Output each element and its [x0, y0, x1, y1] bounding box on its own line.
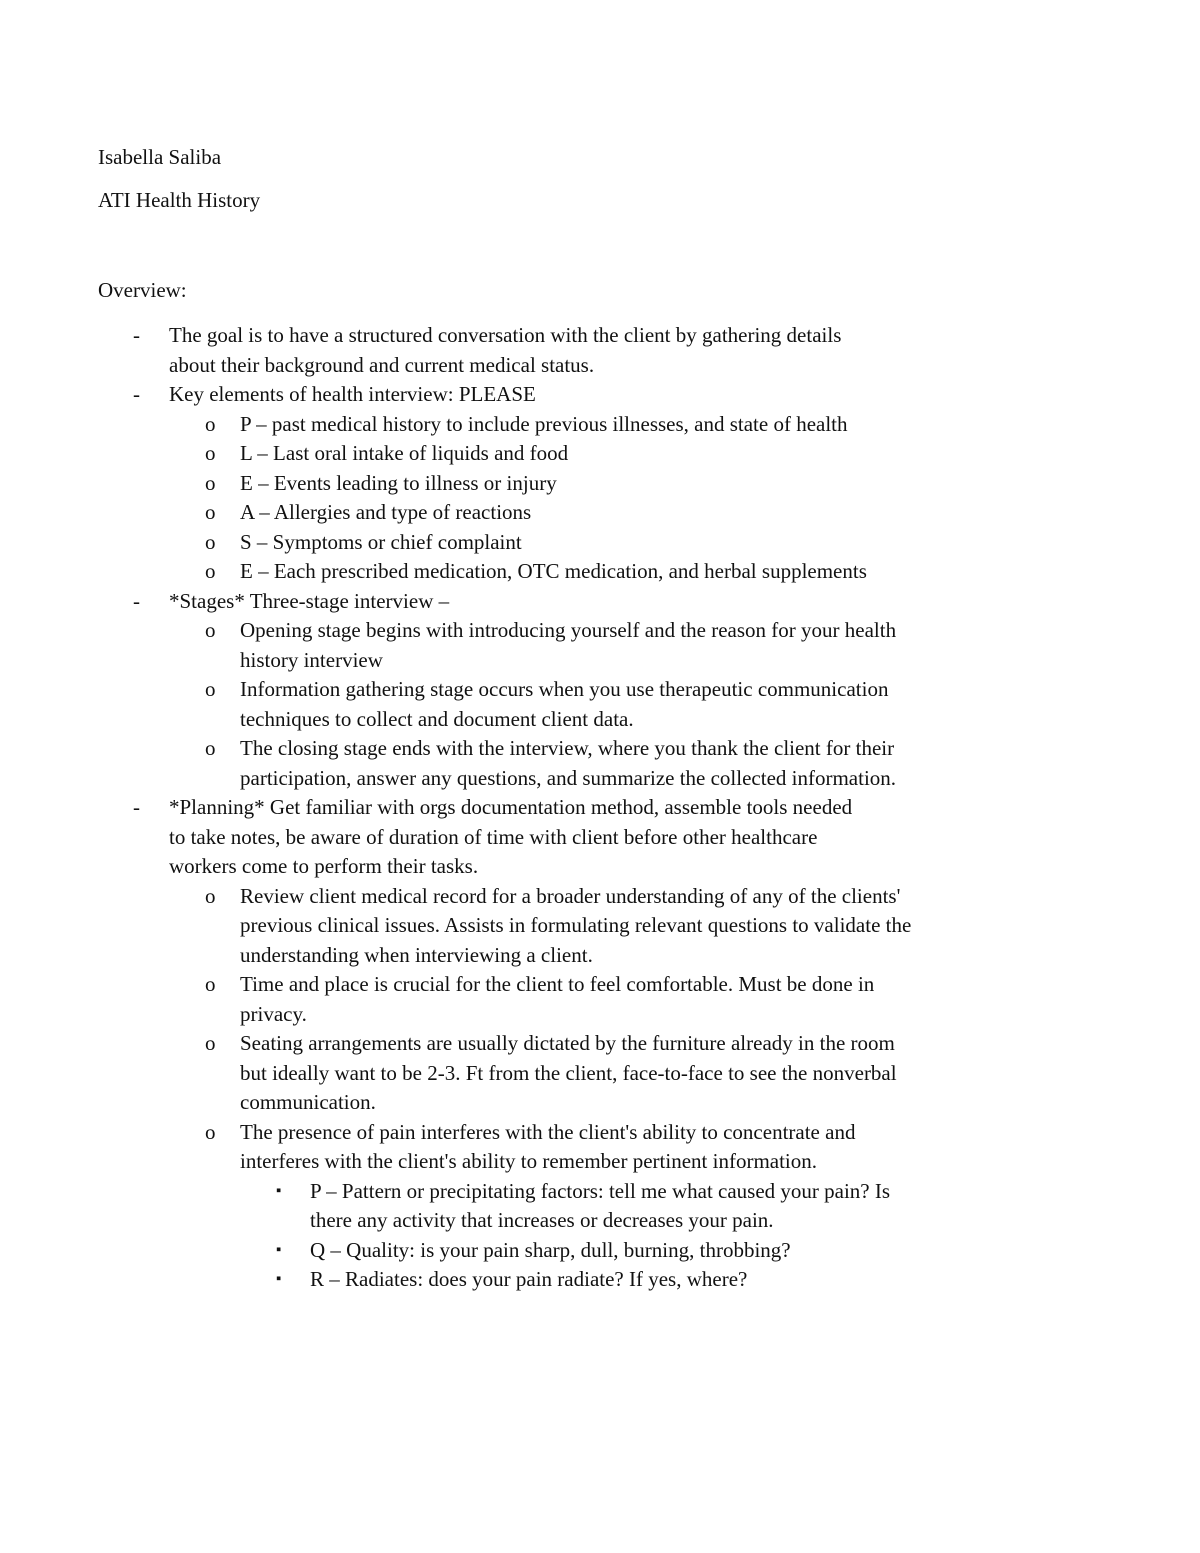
- outline-item-level-3: [0, 1265, 920, 1295]
- outline-item-text: L – Last oral intake of liquids and food: [240, 441, 569, 465]
- outline-item-text: A – Allergies and type of reactions: [240, 500, 532, 524]
- dash-bullet-icon: -: [133, 795, 140, 819]
- outline-item-text: *Planning* Get familiar with orgs documentation method, assemble tools needed to take notes, be aware of duration of time with client before other healthcare workers come to perform their tasks.: [169, 795, 853, 878]
- outline-item-text: S – Symptoms or chief complaint: [240, 529, 522, 554]
- outline-item-text: Time and place is crucial for the client to feel comfortable. Must be done in privacy.: [240, 972, 875, 1026]
- outline-item-text: Opening stage begins with introducing yourself and the reason for your health history interview: [240, 618, 897, 672]
- outline-item-text: *Stages* Three-stage interview –: [169, 588, 450, 613]
- outline-item-text: Review client medical record for a broader understanding of any of the clients' previous clinical issues. Assists in formulating relevant questions to validate the understanding when interviewing a client.: [240, 883, 912, 967]
- outline-item-level-2: [0, 528, 920, 558]
- outline-item-level-2: [0, 1029, 920, 1118]
- outline-item-text: Seating arrangements are usually dictated by the furniture already in the room but ideally want to be 2-3. Ft from the client, face-to-face to see the nonverbal communication.: [240, 1031, 897, 1114]
- circle-bullet-icon: o: [205, 470, 216, 495]
- outline-list: [0, 321, 1200, 1295]
- outline-item-text: P – Pattern or precipitating factors: tell me what caused your pain? Is there any activity that increases or decreases your pain.: [310, 1178, 891, 1232]
- outline-item-text: The presence of pain interferes with the client's ability to concentrate and interferes with the client's ability to remember pertinent information.: [240, 1119, 856, 1173]
- circle-bullet-icon: o: [205, 441, 216, 465]
- outline-item-level-2: [0, 1118, 920, 1177]
- outline-item-text: Q – Quality: is your pain sharp, dull, burning, throbbing?: [310, 1237, 791, 1262]
- outline-item-text: The goal is to have a structured conversation with the client by gathering details about their background and current medical status.: [169, 323, 842, 377]
- outline-item-text: R – Radiates: does your pain radiate? If yes, where?: [310, 1267, 748, 1291]
- outline-item-text: E – Each prescribed medication, OTC medication, and herbal supplements: [240, 559, 867, 583]
- dash-bullet-icon: -: [133, 588, 140, 613]
- outline-item-level-2: [0, 616, 920, 675]
- outline-item-level-2: [0, 557, 920, 587]
- outline-item-text: Information gathering stage occurs when you use therapeutic communication techniques to collect and document client data.: [240, 677, 889, 731]
- outline-item-level-2: [0, 675, 920, 734]
- outline-item-level-1: [0, 793, 869, 882]
- outline-item-level-2: [0, 498, 920, 528]
- author-name: Isabella Saliba: [98, 145, 222, 169]
- square-bullet-icon: ▪: [276, 1241, 282, 1258]
- outline-item-level-2: [0, 439, 920, 469]
- circle-bullet-icon: o: [205, 411, 216, 436]
- outline-item-level-1: [0, 380, 869, 410]
- outline-item-level-2: [0, 410, 920, 440]
- square-bullet-icon: ▪: [276, 1182, 282, 1199]
- circle-bullet-icon: o: [205, 677, 216, 701]
- outline-item-level-3: [0, 1236, 920, 1266]
- outline-item-level-2: [0, 734, 920, 793]
- circle-bullet-icon: o: [205, 883, 216, 908]
- outline-item-text: Key elements of health interview: PLEASE: [169, 382, 536, 406]
- document-title: ATI Health History: [98, 188, 261, 212]
- circle-bullet-icon: o: [205, 529, 216, 554]
- outline-item-level-1: [0, 587, 869, 617]
- outline-item-text: The closing stage ends with the interview, where you thank the client for their participation, answer any questions, and summarize the collected information.: [240, 736, 897, 790]
- outline-item-level-2: [0, 970, 920, 1029]
- circle-bullet-icon: o: [205, 1119, 216, 1144]
- outline-item-text: E – Events leading to illness or injury: [240, 470, 557, 495]
- circle-bullet-icon: o: [205, 500, 216, 524]
- outline-item-level-3: [0, 1177, 920, 1236]
- outline-item-level-1: [0, 321, 869, 380]
- circle-bullet-icon: o: [205, 972, 216, 996]
- outline-item-text: P – past medical history to include previous illnesses, and state of health: [240, 411, 848, 436]
- dash-bullet-icon: -: [133, 382, 140, 406]
- circle-bullet-icon: o: [205, 559, 216, 583]
- section-heading: Overview:: [98, 278, 187, 302]
- circle-bullet-icon: o: [205, 1031, 216, 1055]
- square-bullet-icon: ▪: [276, 1271, 282, 1287]
- circle-bullet-icon: o: [205, 736, 216, 760]
- outline-item-level-2: [0, 469, 920, 499]
- circle-bullet-icon: o: [205, 618, 216, 642]
- outline-item-level-2: [0, 882, 920, 971]
- dash-bullet-icon: -: [133, 323, 140, 347]
